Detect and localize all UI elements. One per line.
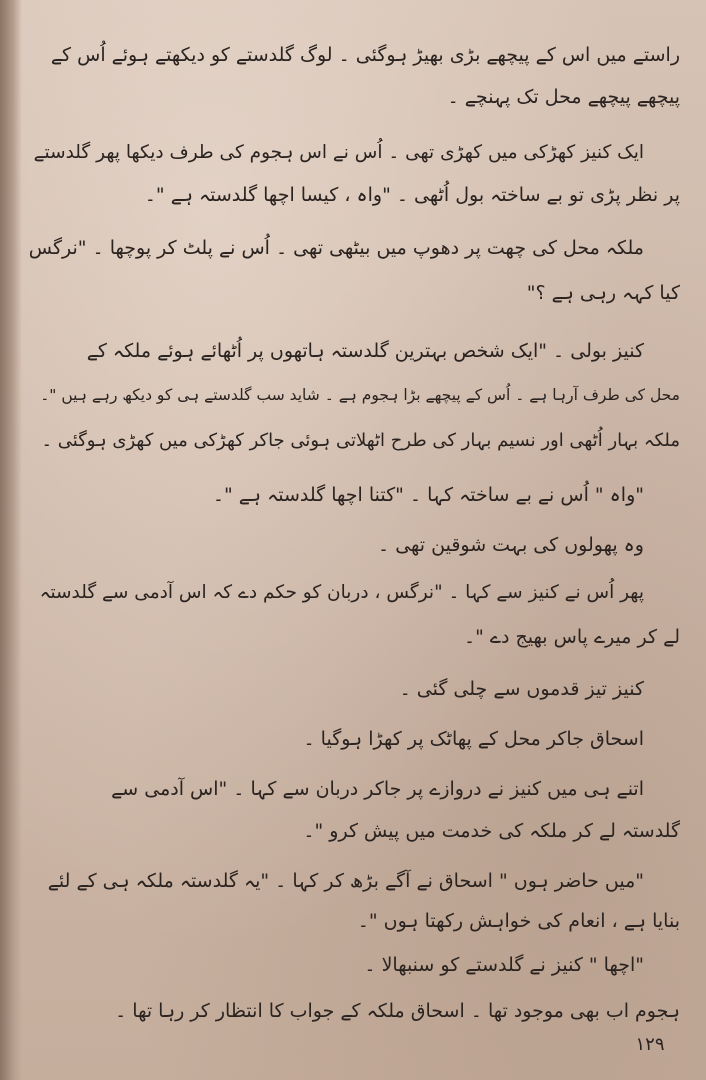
text-line-6: کیا کہہ رہی ہے ؟" (526, 282, 680, 304)
text-line-20: "اچھا " کنیز نے گلدستے کو سنبھالا ۔ (364, 954, 644, 976)
text-line-21: ہجوم اب بھی موجود تھا ۔ اسحاق ملکہ کے جواب کا انتظار کر رہا تھا ۔ (115, 1000, 680, 1022)
text-line-7: کنیز بولی ۔ "ایک شخص بہترین گلدستہ ہاتھوں پر اُٹھائے ہوئے ملکہ کے (86, 340, 644, 362)
text-line-11: وہ پھولوں کی بہت شوقین تھی ۔ (378, 534, 644, 556)
text-line-1: راستے میں اس کے پیچھے بڑی بھیڑ ہوگئی ۔ لوگ گلدستے کو دیکھتے ہوئے اُس کے (50, 44, 680, 66)
text-line-14: کنیز تیز قدموں سے چلی گئی ۔ (399, 678, 644, 700)
text-line-19: بنایا ہے ، انعام کی خواہش رکھتا ہوں "۔ (357, 910, 680, 932)
text-line-3: ایک کنیز کھڑکی میں کھڑی تھی ۔ اُس نے اس ہجوم کی طرف دیکھا پھر گلدستے (33, 142, 644, 163)
text-line-16: اتنے ہی میں کنیز نے دروازے پر جاکر دربان سے کہا ۔ "اس آدمی سے (111, 778, 644, 800)
text-line-4: پر نظر پڑی تو بے ساختہ بول اُٹھی ۔ "واہ ، کیسا اچھا گلدستہ ہے "۔ (144, 184, 680, 206)
page-binding-edge (0, 0, 22, 1080)
text-line-5: ملکہ محل کی چھت پر دھوپ میں بیٹھی تھی ۔ اُس نے پلٹ کر پوچھا ۔ "نرگس (28, 237, 644, 259)
page-number: ۱۲۹ (635, 1034, 665, 1055)
text-line-13: لے کر میرے پاس بھیج دے "۔ (464, 626, 680, 648)
text-line-8: محل کی طرف آرہا ہے ۔ اُس کے پیچھے بڑا ہجوم ہے ۔ شاید سب گلدستے ہی کو دیکھ رہے ہیں "۔ (40, 386, 680, 404)
urdu-text-block (26, 40, 680, 1030)
text-line-9: ملکہ بہار اُٹھی اور نسیم بہار کی طرح اٹھلاتی ہوئی جاکر کھڑکی میں کھڑی ہوگئی ۔ (41, 430, 680, 451)
text-line-12: پھر اُس نے کنیز سے کہا ۔ "نرگس ، دربان کو حکم دے کہ اس آدمی سے گلدستہ (39, 582, 644, 603)
text-line-10: "واہ " اُس نے بے ساختہ کہا ۔ "کتنا اچھا گلدستہ ہے "۔ (212, 484, 644, 506)
text-line-18: "میں حاضر ہوں " اسحاق نے آگے بڑھ کر کہا ۔ "یہ گلدستہ ملکہ ہی کے لئے (47, 870, 644, 892)
text-line-17: گلدستہ لے کر ملکہ کی خدمت میں پیش کرو "۔ (303, 820, 680, 842)
text-line-15: اسحاق جاکر محل کے پھاٹک پر کھڑا ہوگیا ۔ (303, 728, 644, 750)
text-line-2: پیچھے پیچھے محل تک پہنچے ۔ (447, 86, 680, 108)
